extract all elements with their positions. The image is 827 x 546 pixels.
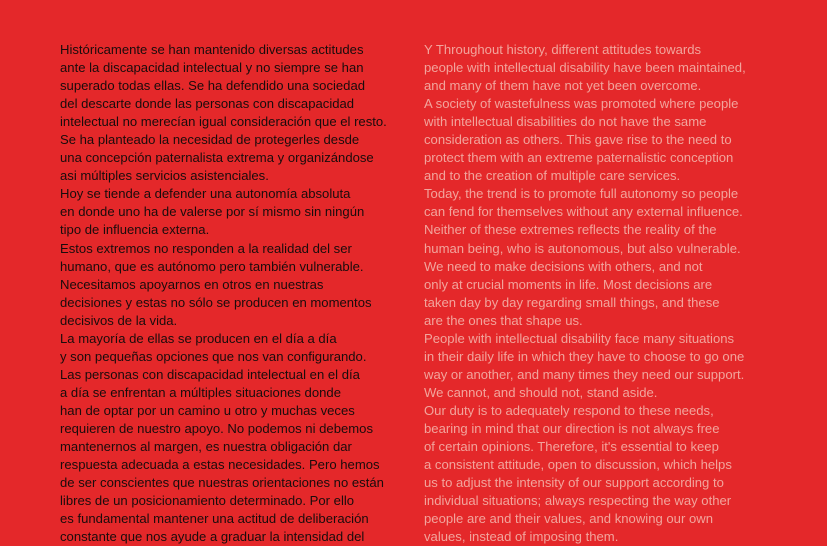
english-text-line: bearing in mind that our direction is not always free: [424, 420, 720, 436]
english-text-line: Today, the trend is to promote full autonomy so people: [424, 186, 739, 202]
english-text-line: Neither of these extremes reflects the reality of the: [424, 222, 717, 238]
english-text-line: and many of them have not yet been overcome.: [424, 78, 702, 94]
english-text-line: in their daily life in which they have to choose to go one: [424, 348, 745, 364]
spanish-text-line: es fundamental mantener una actitud de deliberación: [60, 511, 369, 527]
english-text-line: We cannot, and should not, stand aside.: [424, 384, 658, 400]
spanish-text-column: [60, 41, 405, 546]
english-text-line: Y Throughout history, different attitudes towards: [424, 42, 702, 57]
spanish-text-line: una concepción paternalista extrema y organizándose: [60, 150, 374, 166]
spanish-text-line: decisivos de la vida.: [60, 312, 178, 328]
spanish-text-line: libres de un posicionamiento determinado. Por ello: [60, 493, 355, 509]
spanish-text-line: asi múltiples servicios asistenciales.: [60, 168, 269, 184]
spanish-text-line: ante la discapacidad intelectual y no siempre se han: [60, 60, 364, 76]
english-text-line: can fend for themselves without any external influence.: [424, 204, 743, 220]
spanish-text-line: humano, que es autónomo pero también vulnerable.: [60, 258, 364, 274]
english-text-line: only at crucial moments in life. Most decisions are: [424, 276, 713, 292]
spanish-text-line: Las personas con discapacidad intelectual en el día: [60, 366, 360, 382]
spanish-text-line: intelectual no merecían igual consideración que el resto.: [60, 114, 387, 130]
english-text-line: way or another, and many times they need our support.: [424, 366, 745, 382]
spanish-text-line: a día se enfrentan a múltiples situaciones donde: [60, 384, 341, 400]
english-text-line: and to the creation of multiple care services.: [424, 168, 681, 184]
english-text-line: A society of wastefulness was promoted where people: [424, 96, 739, 112]
english-text-line: People with intellectual disability face many situations: [424, 330, 735, 346]
english-text-line: are the ones that shape us.: [424, 312, 583, 328]
english-text-line: consideration as others. This gave rise to the need to: [424, 132, 732, 148]
spanish-text-line: superado todas ellas. Se ha defendido una sociedad: [60, 78, 366, 94]
english-text-line: us to adjust the intensity of our support according to: [424, 475, 724, 491]
spanish-text-line: La mayoría de ellas se producen en el día a día: [60, 330, 337, 346]
english-text-line: We need to make decisions with others, and not: [424, 258, 703, 274]
spanish-text-line: Necesitamos apoyarnos en otros en nuestras: [60, 276, 324, 292]
english-text-line: people with intellectual disability have been maintained,: [424, 60, 746, 76]
english-text-line: people are and their values, and knowing our own: [424, 511, 713, 527]
spanish-text-line: Hoy se tiende a defender una autonomía absoluta: [60, 186, 351, 202]
spanish-text-line: respuesta adecuada a estas necesidades. Pero hemos: [60, 457, 380, 473]
english-text-line: a consistent attitude, open to discussion, which helps: [424, 457, 732, 473]
spanish-text-line: Históricamente se han mantenido diversas actitudes: [60, 42, 364, 57]
spanish-text-line: del descarte donde las personas con discapacidad: [60, 96, 355, 112]
english-text-line: human being, who is autonomous, but also vulnerable.: [424, 240, 741, 256]
spanish-text-line: en donde uno ha de valerse por sí mismo sin ningún: [60, 204, 365, 220]
spanish-text-line: constante que nos ayude a graduar la intensidad del: [60, 529, 365, 545]
spanish-text-line: decisiones y estas no sólo se producen en momentos: [60, 294, 372, 310]
spanish-text-line: requieren de nuestro apoyo. No podemos ni debemos: [60, 420, 373, 436]
spanish-text-line: Estos extremos no responden a la realidad del ser: [60, 240, 352, 256]
english-text-line: individual situations; always respecting the way other: [424, 493, 732, 509]
spanish-text-line: Se ha planteado la necesidad de protegerles desde: [60, 132, 360, 148]
english-text-line: values, instead of imposing them.: [424, 529, 619, 545]
english-text-line: with intellectual disabilities do not have the same: [424, 114, 707, 130]
english-text-column: [424, 41, 769, 546]
english-text-line: Our duty is to adequately respond to these needs,: [424, 402, 714, 418]
spanish-text-line: han de optar por un camino u otro y muchas veces: [60, 402, 355, 418]
spanish-text-line: y son pequeñas opciones que nos van configurando.: [60, 348, 367, 364]
english-text-line: of certain opinions. Therefore, it's essential to keep: [424, 439, 719, 455]
english-text-line: taken day by day regarding small things, and these: [424, 294, 720, 310]
spanish-text-line: mantenernos al margen, es nuestra obligación dar: [60, 439, 352, 455]
english-text-line: protect them with an extreme paternalistic conception: [424, 150, 734, 166]
spanish-text-line: de ser conscientes que nuestras orientaciones no están: [60, 475, 384, 491]
spanish-text-line: tipo de influencia externa.: [60, 222, 210, 238]
